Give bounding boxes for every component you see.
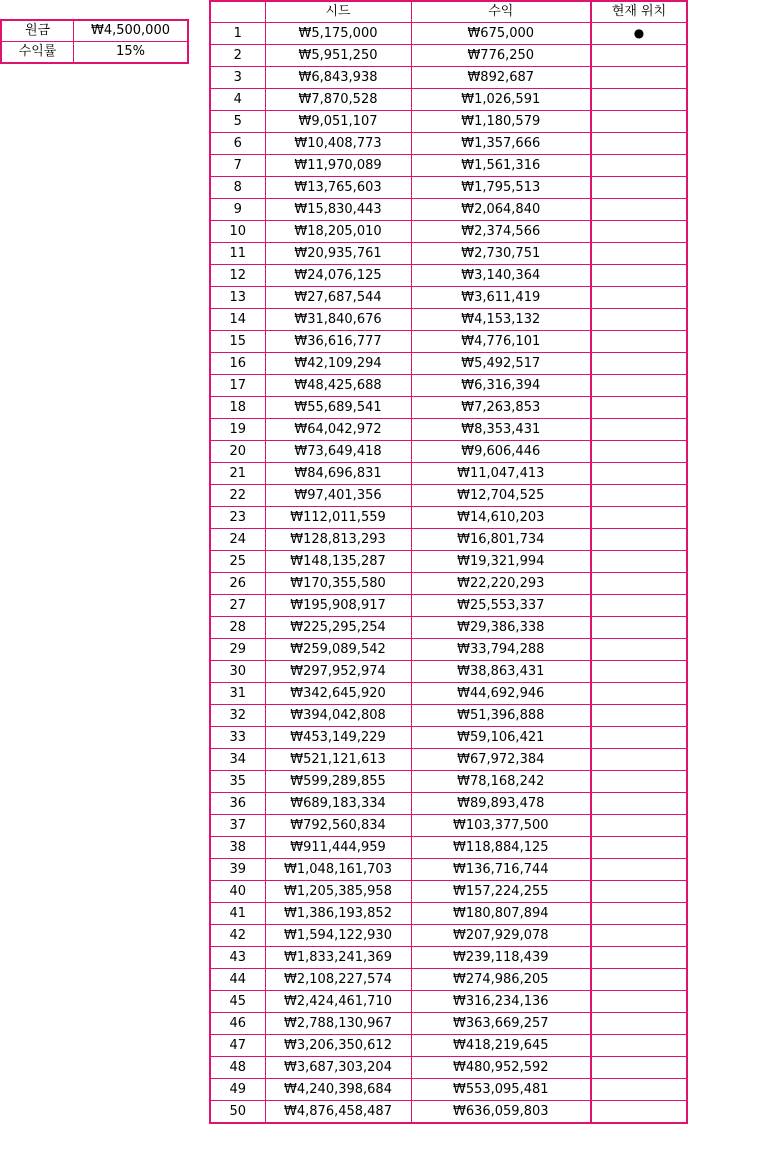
table-row bbox=[210, 155, 687, 177]
current-position-cell[interactable] bbox=[591, 881, 687, 903]
seed-cell[interactable]: ₩1,386,193,852 bbox=[265, 903, 411, 925]
row-index[interactable]: 24 bbox=[210, 529, 265, 551]
seed-cell[interactable]: ₩97,401,356 bbox=[265, 485, 411, 507]
profit-cell[interactable]: ₩553,095,481 bbox=[411, 1079, 591, 1101]
profit-cell[interactable]: ₩78,168,242 bbox=[411, 771, 591, 793]
table-row bbox=[210, 815, 687, 837]
current-position-cell[interactable] bbox=[591, 199, 687, 221]
seed-cell[interactable]: ₩5,175,000 bbox=[265, 23, 411, 45]
row-index[interactable]: 11 bbox=[210, 243, 265, 265]
table-row bbox=[210, 177, 687, 199]
table-row bbox=[210, 925, 687, 947]
table-row bbox=[210, 287, 687, 309]
table-row bbox=[210, 551, 687, 573]
row-index[interactable]: 6 bbox=[210, 133, 265, 155]
profit-cell[interactable]: ₩19,321,994 bbox=[411, 551, 591, 573]
seed-cell[interactable]: ₩73,649,418 bbox=[265, 441, 411, 463]
table-row bbox=[210, 859, 687, 881]
profit-cell[interactable]: ₩29,386,338 bbox=[411, 617, 591, 639]
profit-cell[interactable]: ₩11,047,413 bbox=[411, 463, 591, 485]
current-position-cell[interactable] bbox=[591, 529, 687, 551]
seed-cell[interactable]: ₩4,876,458,487 bbox=[265, 1101, 411, 1124]
seed-cell[interactable]: ₩20,935,761 bbox=[265, 243, 411, 265]
profit-cell[interactable]: ₩9,606,446 bbox=[411, 441, 591, 463]
profit-cell[interactable]: ₩51,396,888 bbox=[411, 705, 591, 727]
current-position-cell[interactable] bbox=[591, 243, 687, 265]
seed-cell[interactable]: ₩170,355,580 bbox=[265, 573, 411, 595]
current-position-cell[interactable] bbox=[591, 419, 687, 441]
row-index[interactable]: 21 bbox=[210, 463, 265, 485]
row-index[interactable]: 46 bbox=[210, 1013, 265, 1035]
table-row bbox=[210, 947, 687, 969]
row-index[interactable]: 4 bbox=[210, 89, 265, 111]
current-position-cell[interactable] bbox=[591, 661, 687, 683]
table-row bbox=[210, 111, 687, 133]
rate-label: 수익률 bbox=[1, 42, 74, 64]
table-row bbox=[210, 485, 687, 507]
seed-cell[interactable]: ₩15,830,443 bbox=[265, 199, 411, 221]
table-row bbox=[210, 265, 687, 287]
profit-cell[interactable]: ₩207,929,078 bbox=[411, 925, 591, 947]
profit-cell[interactable]: ₩136,716,744 bbox=[411, 859, 591, 881]
seed-cell[interactable]: ₩48,425,688 bbox=[265, 375, 411, 397]
profit-cell[interactable]: ₩5,492,517 bbox=[411, 353, 591, 375]
row-index[interactable]: 39 bbox=[210, 859, 265, 881]
table-row bbox=[210, 199, 687, 221]
seed-cell[interactable]: ₩792,560,834 bbox=[265, 815, 411, 837]
row-index[interactable]: 23 bbox=[210, 507, 265, 529]
row-index[interactable]: 5 bbox=[210, 111, 265, 133]
seed-cell[interactable]: ₩599,289,855 bbox=[265, 771, 411, 793]
profit-cell[interactable]: ₩1,026,591 bbox=[411, 89, 591, 111]
row-index[interactable]: 38 bbox=[210, 837, 265, 859]
row-index[interactable]: 40 bbox=[210, 881, 265, 903]
row-index[interactable]: 16 bbox=[210, 353, 265, 375]
seed-cell[interactable]: ₩4,240,398,684 bbox=[265, 1079, 411, 1101]
current-position-cell[interactable] bbox=[591, 771, 687, 793]
current-position-cell[interactable] bbox=[591, 947, 687, 969]
row-index[interactable]: 13 bbox=[210, 287, 265, 309]
row-index[interactable]: 3 bbox=[210, 67, 265, 89]
current-position-cell[interactable] bbox=[591, 705, 687, 727]
table-row bbox=[210, 1079, 687, 1101]
seed-cell[interactable]: ₩6,843,938 bbox=[265, 67, 411, 89]
row-index[interactable]: 48 bbox=[210, 1057, 265, 1079]
table-body bbox=[210, 23, 687, 1124]
row-index[interactable]: 43 bbox=[210, 947, 265, 969]
current-position-cell[interactable] bbox=[591, 837, 687, 859]
row-index[interactable]: 22 bbox=[210, 485, 265, 507]
table-row bbox=[210, 1035, 687, 1057]
current-position-cell[interactable] bbox=[591, 727, 687, 749]
seed-cell[interactable]: ₩521,121,613 bbox=[265, 749, 411, 771]
row-index[interactable]: 19 bbox=[210, 419, 265, 441]
table-row bbox=[210, 397, 687, 419]
seed-cell[interactable]: ₩24,076,125 bbox=[265, 265, 411, 287]
current-position-cell[interactable] bbox=[591, 67, 687, 89]
seed-cell[interactable]: ₩9,051,107 bbox=[265, 111, 411, 133]
profit-cell[interactable]: ₩418,219,645 bbox=[411, 1035, 591, 1057]
current-position-cell[interactable] bbox=[591, 309, 687, 331]
current-position-cell[interactable] bbox=[591, 969, 687, 991]
current-position-cell[interactable] bbox=[591, 111, 687, 133]
table-row bbox=[210, 903, 687, 925]
current-position-cell[interactable] bbox=[591, 859, 687, 881]
row-index[interactable]: 7 bbox=[210, 155, 265, 177]
seed-cell[interactable]: ₩31,840,676 bbox=[265, 309, 411, 331]
current-position-cell[interactable] bbox=[591, 177, 687, 199]
current-position-cell[interactable] bbox=[591, 45, 687, 67]
table-row bbox=[210, 771, 687, 793]
current-position-cell[interactable] bbox=[591, 1057, 687, 1079]
row-index[interactable]: 42 bbox=[210, 925, 265, 947]
row-index[interactable]: 2 bbox=[210, 45, 265, 67]
profit-cell[interactable]: ₩274,986,205 bbox=[411, 969, 591, 991]
current-position-cell[interactable] bbox=[591, 463, 687, 485]
profit-cell[interactable]: ₩67,972,384 bbox=[411, 749, 591, 771]
current-position-cell[interactable] bbox=[591, 595, 687, 617]
seed-cell[interactable]: ₩1,833,241,369 bbox=[265, 947, 411, 969]
row-index[interactable]: 26 bbox=[210, 573, 265, 595]
current-position-cell[interactable] bbox=[591, 793, 687, 815]
profit-cell[interactable]: ₩7,263,853 bbox=[411, 397, 591, 419]
row-index[interactable]: 37 bbox=[210, 815, 265, 837]
current-position-cell[interactable] bbox=[591, 1079, 687, 1101]
seed-cell[interactable]: ₩2,108,227,574 bbox=[265, 969, 411, 991]
table-row bbox=[210, 617, 687, 639]
row-index[interactable]: 12 bbox=[210, 265, 265, 287]
table-row bbox=[210, 23, 687, 45]
profit-cell[interactable]: ₩16,801,734 bbox=[411, 529, 591, 551]
current-position-cell[interactable] bbox=[591, 265, 687, 287]
seed-cell[interactable]: ₩84,696,831 bbox=[265, 463, 411, 485]
current-position-cell[interactable] bbox=[591, 375, 687, 397]
summary-table bbox=[0, 19, 189, 64]
principal-value[interactable]: ₩4,500,000 bbox=[74, 20, 189, 42]
row-index[interactable]: 18 bbox=[210, 397, 265, 419]
seed-cell[interactable]: ₩342,645,920 bbox=[265, 683, 411, 705]
header-current: 현재 위치 bbox=[591, 1, 687, 23]
table-row bbox=[210, 639, 687, 661]
seed-cell[interactable]: ₩36,616,777 bbox=[265, 331, 411, 353]
current-position-cell[interactable] bbox=[591, 155, 687, 177]
profit-cell[interactable]: ₩3,611,419 bbox=[411, 287, 591, 309]
row-index[interactable]: 9 bbox=[210, 199, 265, 221]
seed-cell[interactable]: ₩11,970,089 bbox=[265, 155, 411, 177]
table-row bbox=[210, 45, 687, 67]
seed-cell[interactable]: ₩18,205,010 bbox=[265, 221, 411, 243]
current-position-cell[interactable] bbox=[591, 683, 687, 705]
table-row bbox=[210, 309, 687, 331]
rate-value[interactable]: 15% bbox=[74, 42, 189, 64]
profit-cell[interactable]: ₩2,730,751 bbox=[411, 243, 591, 265]
profit-cell[interactable]: ₩25,553,337 bbox=[411, 595, 591, 617]
profit-cell[interactable]: ₩103,377,500 bbox=[411, 815, 591, 837]
table-row bbox=[210, 969, 687, 991]
profit-cell[interactable]: ₩180,807,894 bbox=[411, 903, 591, 925]
row-index[interactable]: 50 bbox=[210, 1101, 265, 1124]
table-row bbox=[210, 683, 687, 705]
seed-cell[interactable]: ₩148,135,287 bbox=[265, 551, 411, 573]
profit-cell[interactable]: ₩4,776,101 bbox=[411, 331, 591, 353]
profit-cell[interactable]: ₩59,106,421 bbox=[411, 727, 591, 749]
table-row bbox=[210, 595, 687, 617]
table-row bbox=[210, 991, 687, 1013]
row-index[interactable]: 44 bbox=[210, 969, 265, 991]
profit-cell[interactable]: ₩316,234,136 bbox=[411, 991, 591, 1013]
current-position-cell[interactable] bbox=[591, 331, 687, 353]
table-row bbox=[210, 661, 687, 683]
row-index[interactable]: 47 bbox=[210, 1035, 265, 1057]
header-seed: 시드 bbox=[265, 1, 411, 23]
current-position-cell[interactable] bbox=[591, 441, 687, 463]
current-position-cell[interactable] bbox=[591, 925, 687, 947]
table-row bbox=[210, 67, 687, 89]
row-index[interactable]: 15 bbox=[210, 331, 265, 353]
table-row bbox=[210, 441, 687, 463]
profit-cell[interactable]: ₩14,610,203 bbox=[411, 507, 591, 529]
seed-cell[interactable]: ₩112,011,559 bbox=[265, 507, 411, 529]
profit-cell[interactable]: ₩675,000 bbox=[411, 23, 591, 45]
table-row bbox=[210, 573, 687, 595]
row-index[interactable]: 33 bbox=[210, 727, 265, 749]
profit-cell[interactable]: ₩1,795,513 bbox=[411, 177, 591, 199]
current-position-cell[interactable] bbox=[591, 573, 687, 595]
profit-cell[interactable]: ₩239,118,439 bbox=[411, 947, 591, 969]
table-row bbox=[210, 353, 687, 375]
seed-cell[interactable]: ₩55,689,541 bbox=[265, 397, 411, 419]
current-position-cell[interactable] bbox=[591, 551, 687, 573]
header-index bbox=[210, 1, 265, 23]
current-position-cell[interactable] bbox=[591, 903, 687, 925]
table-row bbox=[210, 243, 687, 265]
row-index[interactable]: 14 bbox=[210, 309, 265, 331]
current-position-cell[interactable]: ● bbox=[591, 23, 687, 45]
current-position-cell[interactable] bbox=[591, 617, 687, 639]
rate-row bbox=[1, 42, 188, 64]
seed-cell[interactable]: ₩453,149,229 bbox=[265, 727, 411, 749]
table-row bbox=[210, 727, 687, 749]
profit-cell[interactable]: ₩480,952,592 bbox=[411, 1057, 591, 1079]
compound-table bbox=[209, 0, 688, 1124]
seed-cell[interactable]: ₩911,444,959 bbox=[265, 837, 411, 859]
seed-cell[interactable]: ₩27,687,544 bbox=[265, 287, 411, 309]
row-index[interactable]: 8 bbox=[210, 177, 265, 199]
row-index[interactable]: 32 bbox=[210, 705, 265, 727]
profit-cell[interactable]: ₩118,884,125 bbox=[411, 837, 591, 859]
profit-cell[interactable]: ₩12,704,525 bbox=[411, 485, 591, 507]
table-row bbox=[210, 1101, 687, 1124]
seed-cell[interactable]: ₩1,205,385,958 bbox=[265, 881, 411, 903]
current-position-cell[interactable] bbox=[591, 89, 687, 111]
profit-cell[interactable]: ₩44,692,946 bbox=[411, 683, 591, 705]
current-position-cell[interactable] bbox=[591, 1013, 687, 1035]
header-row bbox=[210, 1, 687, 23]
table-row bbox=[210, 749, 687, 771]
table-row bbox=[210, 375, 687, 397]
seed-cell[interactable]: ₩10,408,773 bbox=[265, 133, 411, 155]
row-index[interactable]: 20 bbox=[210, 441, 265, 463]
current-position-cell[interactable] bbox=[591, 815, 687, 837]
principal-label: 원금 bbox=[1, 20, 74, 42]
row-index[interactable]: 1 bbox=[210, 23, 265, 45]
current-position-cell[interactable] bbox=[591, 639, 687, 661]
row-index[interactable]: 41 bbox=[210, 903, 265, 925]
profit-cell[interactable]: ₩22,220,293 bbox=[411, 573, 591, 595]
table-row bbox=[210, 419, 687, 441]
seed-cell[interactable]: ₩3,206,350,612 bbox=[265, 1035, 411, 1057]
seed-cell[interactable]: ₩195,908,917 bbox=[265, 595, 411, 617]
seed-cell[interactable]: ₩394,042,808 bbox=[265, 705, 411, 727]
row-index[interactable]: 49 bbox=[210, 1079, 265, 1101]
profit-cell[interactable]: ₩1,357,666 bbox=[411, 133, 591, 155]
seed-cell[interactable]: ₩5,951,250 bbox=[265, 45, 411, 67]
table-row bbox=[210, 221, 687, 243]
table-row bbox=[210, 705, 687, 727]
current-position-cell[interactable] bbox=[591, 1035, 687, 1057]
profit-cell[interactable]: ₩89,893,478 bbox=[411, 793, 591, 815]
table-row bbox=[210, 1057, 687, 1079]
current-position-cell[interactable] bbox=[591, 353, 687, 375]
current-position-cell[interactable] bbox=[591, 221, 687, 243]
current-position-cell[interactable] bbox=[591, 397, 687, 419]
current-position-cell[interactable] bbox=[591, 485, 687, 507]
profit-cell[interactable]: ₩636,059,803 bbox=[411, 1101, 591, 1124]
current-position-cell[interactable] bbox=[591, 991, 687, 1013]
current-position-cell[interactable] bbox=[591, 287, 687, 309]
table-row bbox=[210, 837, 687, 859]
row-index[interactable]: 10 bbox=[210, 221, 265, 243]
seed-cell[interactable]: ₩128,813,293 bbox=[265, 529, 411, 551]
profit-cell[interactable]: ₩3,140,364 bbox=[411, 265, 591, 287]
profit-cell[interactable]: ₩8,353,431 bbox=[411, 419, 591, 441]
current-position-cell[interactable] bbox=[591, 749, 687, 771]
row-index[interactable]: 29 bbox=[210, 639, 265, 661]
profit-cell[interactable]: ₩33,794,288 bbox=[411, 639, 591, 661]
profit-cell[interactable]: ₩2,374,566 bbox=[411, 221, 591, 243]
row-index[interactable]: 36 bbox=[210, 793, 265, 815]
row-index[interactable]: 31 bbox=[210, 683, 265, 705]
seed-cell[interactable]: ₩42,109,294 bbox=[265, 353, 411, 375]
table-row bbox=[210, 331, 687, 353]
profit-cell[interactable]: ₩1,561,316 bbox=[411, 155, 591, 177]
seed-cell[interactable]: ₩1,594,122,930 bbox=[265, 925, 411, 947]
row-index[interactable]: 25 bbox=[210, 551, 265, 573]
table-row bbox=[210, 89, 687, 111]
profit-cell[interactable]: ₩4,153,132 bbox=[411, 309, 591, 331]
current-position-cell[interactable] bbox=[591, 133, 687, 155]
profit-cell[interactable]: ₩1,180,579 bbox=[411, 111, 591, 133]
table-row bbox=[210, 881, 687, 903]
row-index[interactable]: 27 bbox=[210, 595, 265, 617]
seed-cell[interactable]: ₩2,788,130,967 bbox=[265, 1013, 411, 1035]
table-row bbox=[210, 133, 687, 155]
current-position-cell[interactable] bbox=[591, 1101, 687, 1124]
row-index[interactable]: 28 bbox=[210, 617, 265, 639]
profit-cell[interactable]: ₩363,669,257 bbox=[411, 1013, 591, 1035]
seed-cell[interactable]: ₩64,042,972 bbox=[265, 419, 411, 441]
seed-cell[interactable]: ₩2,424,461,710 bbox=[265, 991, 411, 1013]
principal-row bbox=[1, 20, 188, 42]
profit-cell[interactable]: ₩2,064,840 bbox=[411, 199, 591, 221]
seed-cell[interactable]: ₩1,048,161,703 bbox=[265, 859, 411, 881]
seed-cell[interactable]: ₩7,870,528 bbox=[265, 89, 411, 111]
profit-cell[interactable]: ₩6,316,394 bbox=[411, 375, 591, 397]
row-index[interactable]: 35 bbox=[210, 771, 265, 793]
header-profit: 수익 bbox=[411, 1, 591, 23]
row-index[interactable]: 17 bbox=[210, 375, 265, 397]
row-index[interactable]: 45 bbox=[210, 991, 265, 1013]
table-row bbox=[210, 529, 687, 551]
current-position-cell[interactable] bbox=[591, 507, 687, 529]
table-row bbox=[210, 507, 687, 529]
row-index[interactable]: 34 bbox=[210, 749, 265, 771]
seed-cell[interactable]: ₩225,295,254 bbox=[265, 617, 411, 639]
seed-cell[interactable]: ₩297,952,974 bbox=[265, 661, 411, 683]
seed-cell[interactable]: ₩689,183,334 bbox=[265, 793, 411, 815]
profit-cell[interactable]: ₩892,687 bbox=[411, 67, 591, 89]
row-index[interactable]: 30 bbox=[210, 661, 265, 683]
seed-cell[interactable]: ₩13,765,603 bbox=[265, 177, 411, 199]
profit-cell[interactable]: ₩776,250 bbox=[411, 45, 591, 67]
profit-cell[interactable]: ₩38,863,431 bbox=[411, 661, 591, 683]
table-row bbox=[210, 793, 687, 815]
seed-cell[interactable]: ₩3,687,303,204 bbox=[265, 1057, 411, 1079]
table-row bbox=[210, 463, 687, 485]
profit-cell[interactable]: ₩157,224,255 bbox=[411, 881, 591, 903]
table-row bbox=[210, 1013, 687, 1035]
seed-cell[interactable]: ₩259,089,542 bbox=[265, 639, 411, 661]
